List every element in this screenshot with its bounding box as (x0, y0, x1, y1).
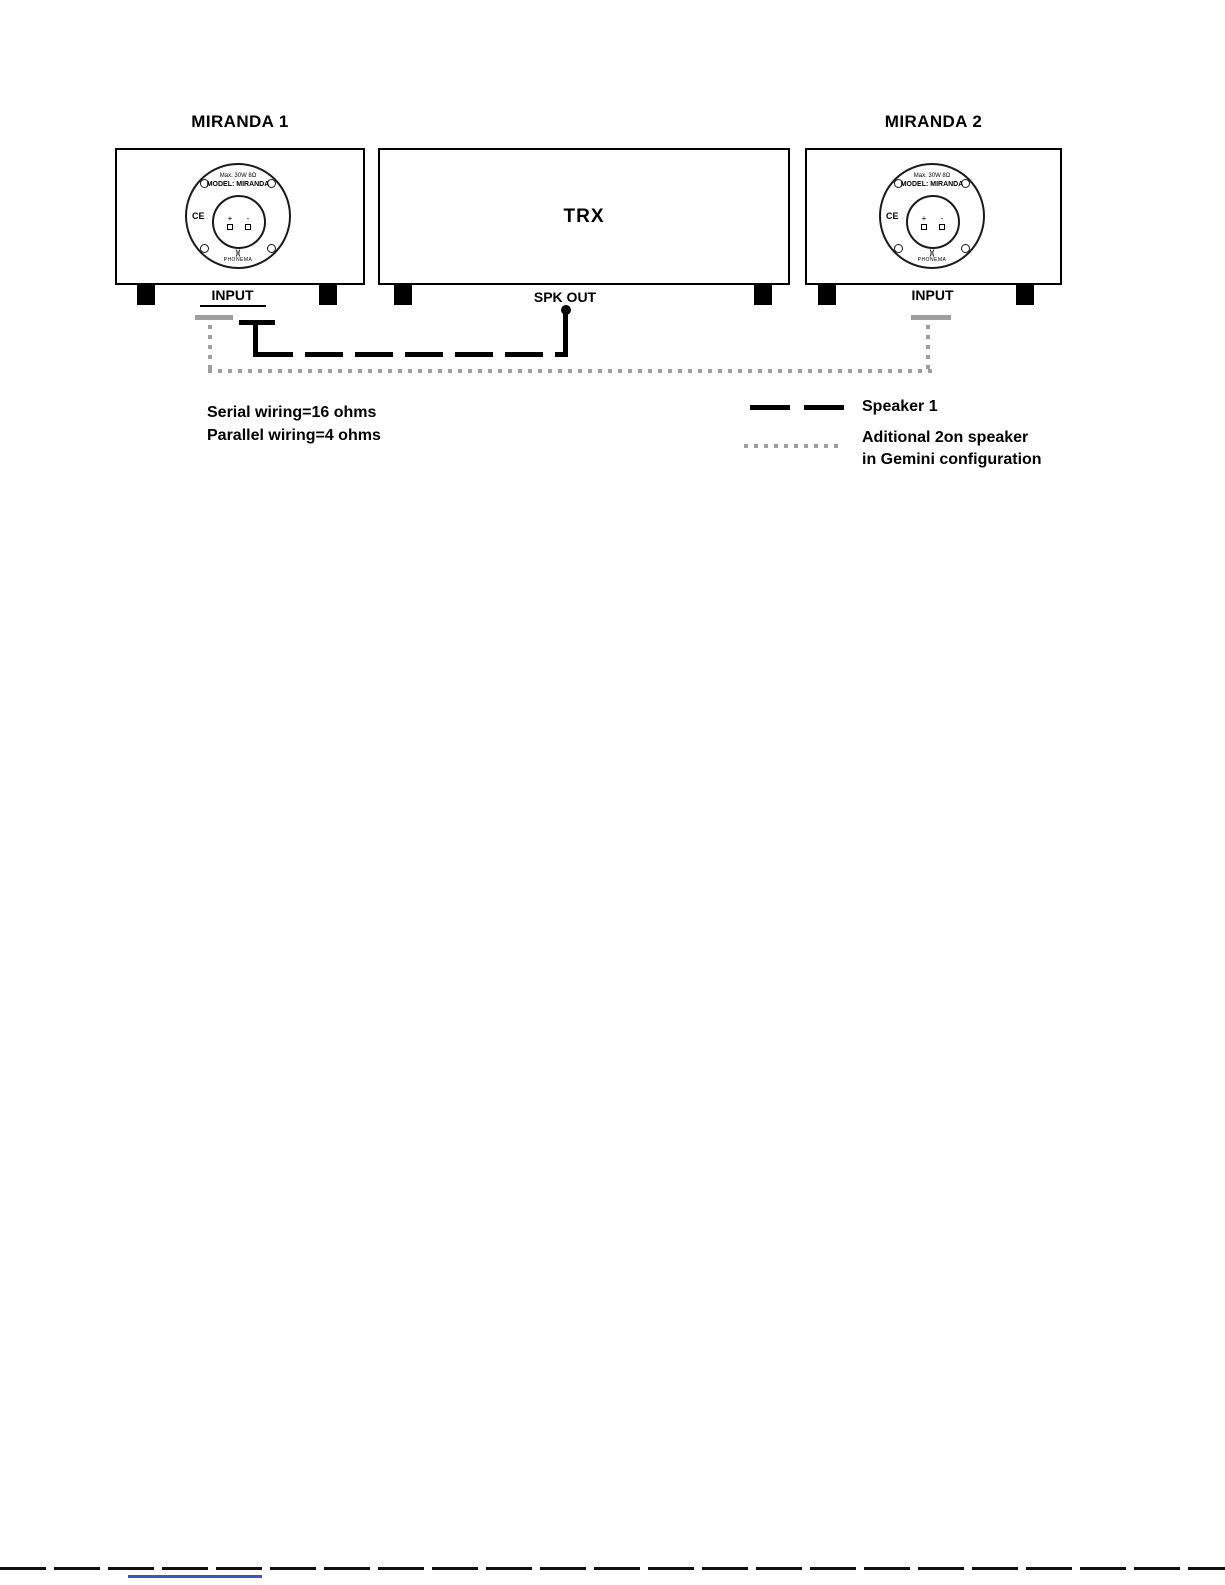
terminal-square (939, 224, 945, 230)
device-foot (319, 285, 337, 305)
speaker1-connector-plate (185, 163, 291, 269)
terminal-positive (227, 215, 233, 230)
legend-gemini-label-line1: Aditional 2on speaker (862, 429, 1029, 446)
legend-speaker1-line-sample (750, 405, 846, 410)
speaker1-title: MIRANDA 1 (191, 112, 289, 131)
legend-speaker1-label: Speaker 1 (862, 398, 938, 415)
gemini-wire-dotted-vertical-left (208, 325, 212, 373)
speaker1-wire-riser (253, 322, 258, 357)
gemini-wire-start-left (195, 315, 233, 320)
plate-model-text: MODEL: MIRANDA (900, 181, 964, 188)
ce-mark: CE (192, 211, 205, 221)
device-foot (818, 285, 836, 305)
terminal-circle (212, 195, 266, 249)
terminal-circle (906, 195, 960, 249)
plus-sign: + (227, 213, 233, 223)
terminal-negative (245, 215, 251, 230)
terminal-negative (939, 215, 945, 230)
speaker1-wire-dashed-horizontal (255, 352, 568, 357)
brand-name: PHONEMA (223, 257, 253, 263)
plate-rating-text: Max. 30W 8Ω (913, 173, 951, 179)
plus-sign: + (921, 213, 927, 223)
plate-rating-text: Max. 30W 8Ω (219, 173, 257, 179)
amp-trx-box (378, 148, 790, 285)
minus-sign: - (246, 213, 250, 223)
minus-sign: - (940, 213, 944, 223)
gemini-wire-dotted-horizontal (208, 369, 932, 373)
speaker1-input-label: INPUT (185, 287, 280, 307)
legend-gemini-label-line2: in Gemini configuration (862, 451, 1042, 468)
speaker2-connector-plate (879, 163, 985, 269)
plate-model-text: MODEL: MIRANDA (206, 181, 270, 188)
trx-label: TRX (563, 205, 605, 227)
brand-name: PHONEMA (917, 257, 947, 263)
terminal-square (245, 224, 251, 230)
legend-gemini-line-sample (744, 444, 842, 448)
brand-logo-icon: )( (235, 250, 241, 257)
brand-logo (881, 251, 983, 263)
speaker1-wire-input-cap (239, 320, 275, 325)
terminal-positive (921, 215, 927, 230)
brand-logo (187, 251, 289, 263)
speaker2-title: MIRANDA 2 (884, 112, 983, 131)
terminal-square (227, 224, 233, 230)
amp-spk-out-label: SPK OUT (533, 289, 597, 305)
legend-gemini-label (862, 427, 1042, 471)
device-foot (137, 285, 155, 305)
note-parallel-wiring: Parallel wiring=4 ohms (207, 427, 381, 444)
gemini-wire-dotted-vertical-right (926, 325, 930, 373)
wiring-notes (207, 401, 381, 447)
terminal-square (921, 224, 927, 230)
brand-logo-icon: )( (929, 250, 935, 257)
device-foot (1016, 285, 1034, 305)
note-serial-wiring: Serial wiring=16 ohms (207, 404, 377, 421)
speaker1-wire-vertical (563, 312, 568, 357)
page-bottom-edge (0, 1567, 1225, 1570)
gemini-wire-start-right (911, 315, 951, 320)
device-foot (394, 285, 412, 305)
page-bottom-blue-mark (128, 1575, 262, 1578)
device-foot (754, 285, 772, 305)
speaker2-input-label: INPUT (911, 287, 954, 303)
ce-mark: CE (886, 211, 899, 221)
